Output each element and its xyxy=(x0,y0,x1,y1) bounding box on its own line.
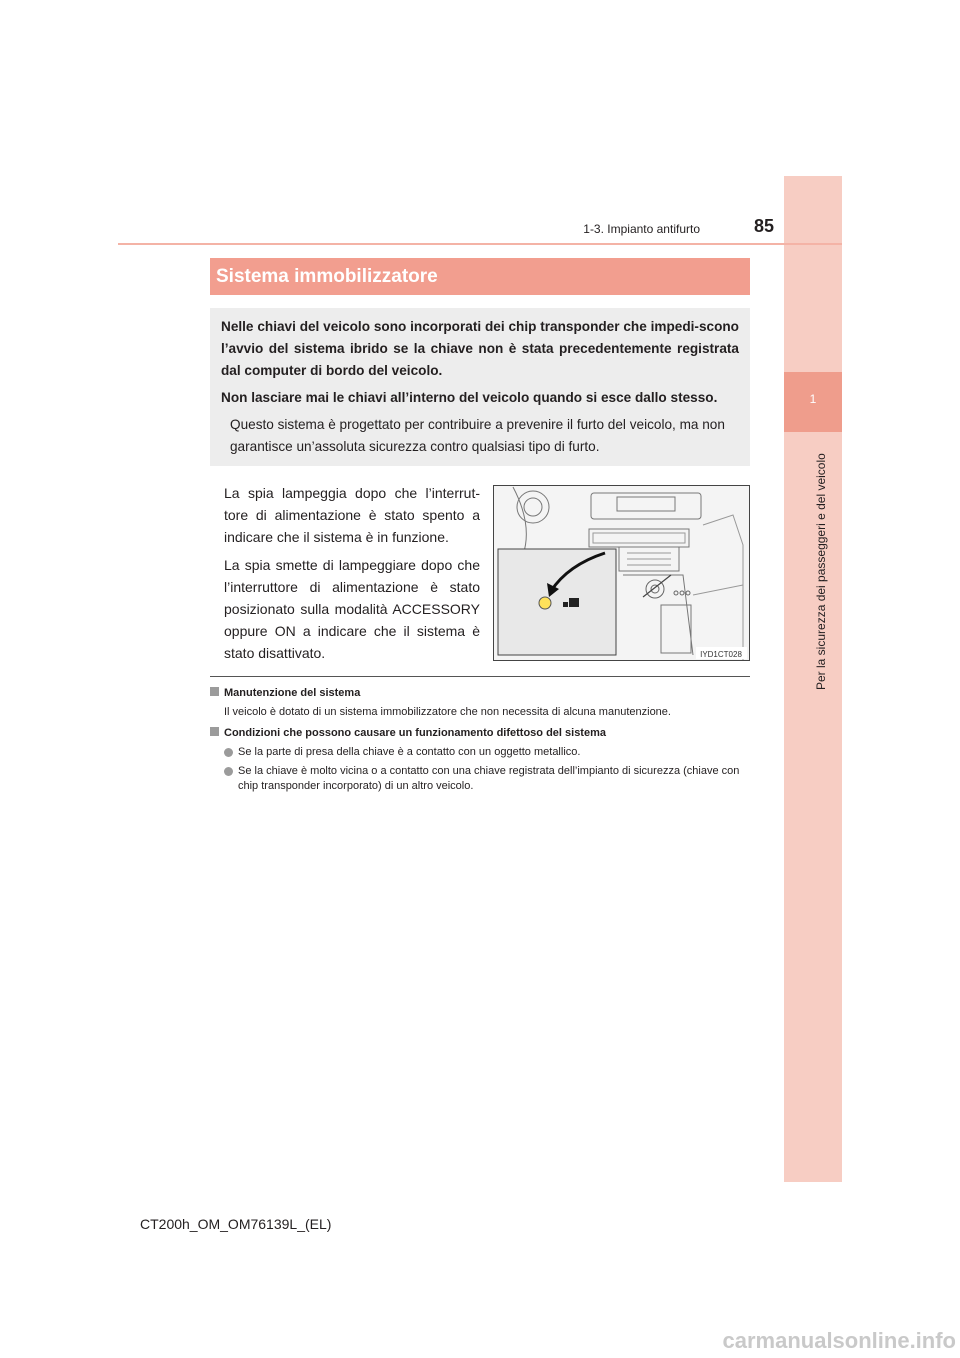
intro-box xyxy=(210,308,750,466)
notes xyxy=(210,686,750,794)
intro-paragraph: Nelle chiavi del veicolo sono incorporati dei chip transponder che impedi-scono l’avvio del sistema ibrido se la chiave non è stata precedentemente registrata dal computer di bordo del veicolo. xyxy=(221,319,739,378)
side-tab-number: 1 xyxy=(784,372,842,432)
intro-note: Questo sistema è progettato per contribuire a prevenire il furto del veicolo, ma non garantisce un’assoluta sicurezza contro qualsiasi tipo di furto. xyxy=(230,417,725,454)
page-number: 85 xyxy=(753,216,774,236)
circle-bullet-icon xyxy=(224,767,233,776)
watermark: carmanualsonline.info xyxy=(722,1328,956,1353)
section-title: Sistema immobilizzatore xyxy=(210,258,750,295)
figure-code: IYD1CT028 xyxy=(700,650,742,659)
list-item: Se la parte di presa della chiave è a contatto con un oggetto metallico. xyxy=(224,745,750,760)
side-tab xyxy=(784,176,842,1182)
header-rule xyxy=(118,243,842,245)
note-text-maintenance: Il veicolo è dotato di un sistema immobilizzatore che non necessita di alcuna manutenzione. xyxy=(224,706,671,718)
body-paragraph-1: La spia lampeggia dopo che l’interrut-tore di alimentazione è stato spento a indicare che il sistema è in funzione. xyxy=(224,485,480,545)
square-bullet-icon xyxy=(210,727,219,736)
note-title-conditions: Condizioni che possono causare un funzionamento difettoso del sistema xyxy=(210,726,750,741)
body-paragraph-2: La spia smette di lampeggiare dopo che l’interruttore di alimentazione è stato posizionato sulla modalità ACCESSORY oppure ON a indicare che il sistema è stato disattivato. xyxy=(224,557,480,661)
body-text xyxy=(224,482,480,670)
list-item: Se la chiave è molto vicina o a contatto con una chiave registrata dell’impianto di sicurezza (chiave con chip transponder incorporato) di un altro veicolo. xyxy=(224,764,750,794)
square-bullet-icon xyxy=(210,687,219,696)
circle-bullet-icon xyxy=(224,748,233,757)
dashboard-illustration xyxy=(493,485,750,661)
chapter-title: 1-3. Impianto antifurto xyxy=(583,222,700,236)
side-tab-label: Per la sicurezza dei passeggeri e del veicolo xyxy=(814,453,828,690)
note-title-maintenance: Manutenzione del sistema xyxy=(210,686,750,701)
document-code: CT200h_OM_OM76139L_(EL) xyxy=(140,1216,332,1232)
section-divider xyxy=(210,676,750,677)
intro-warning: Non lasciare mai le chiavi all’interno del veicolo quando si esce dallo stesso. xyxy=(221,390,718,405)
